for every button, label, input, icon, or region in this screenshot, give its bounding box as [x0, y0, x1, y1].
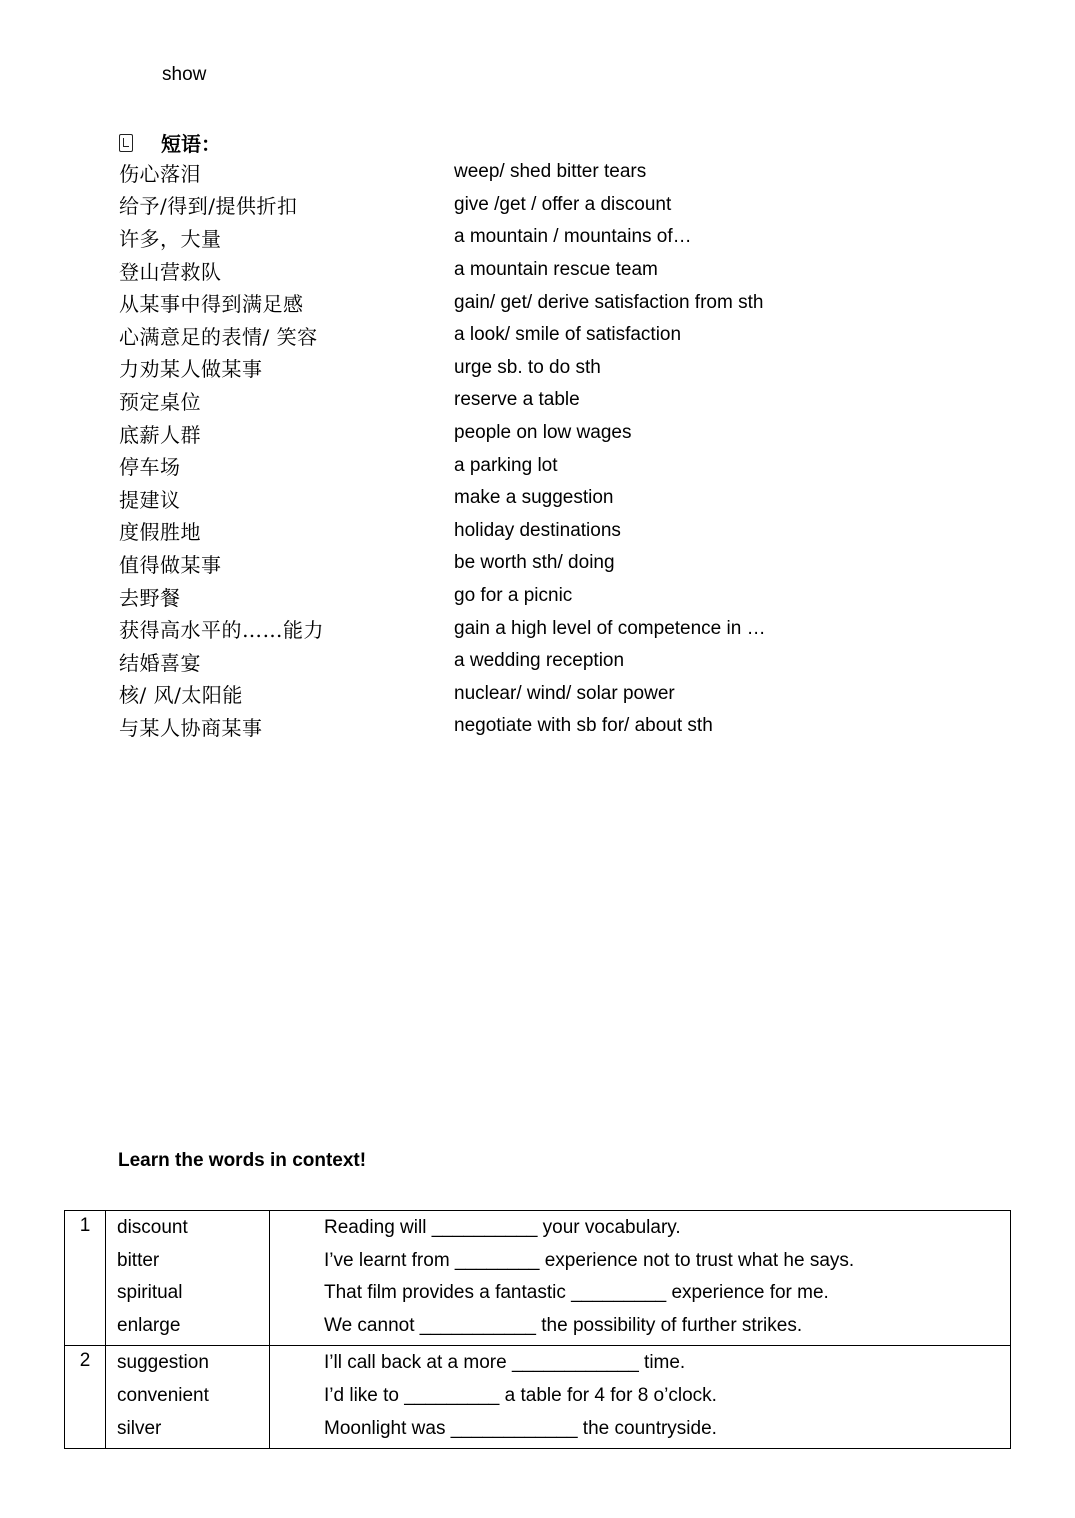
phrase-row — [119, 449, 879, 482]
phrase-row — [119, 547, 879, 580]
sentence: I’ll call back at a more ____________ time. — [324, 1352, 686, 1374]
word: enlarge — [117, 1314, 181, 1336]
phrase-english: nuclear/ wind/ solar power — [454, 682, 675, 704]
phrase-row — [119, 417, 879, 450]
table-row — [65, 1211, 1011, 1346]
phrase-row — [119, 710, 879, 743]
phrase-row — [119, 254, 879, 287]
phrase-row — [119, 189, 879, 222]
phrase-chinese: 给予/得到/提供折扣 — [119, 194, 298, 219]
phrase-row — [119, 678, 879, 711]
row-number: 2 — [65, 1346, 106, 1449]
phrase-english: a look/ smile of satisfaction — [454, 324, 682, 346]
phrase-row — [119, 580, 879, 613]
phrase-english: negotiate with sb for/ about sth — [454, 715, 713, 737]
phrase-english: a parking lot — [454, 454, 558, 476]
learn-heading: Learn the words in context! — [118, 1150, 367, 1171]
sentence-cell — [270, 1346, 1011, 1449]
phrases-heading-text: 短语： — [161, 132, 221, 156]
phrase-row — [119, 612, 879, 645]
phrase-chinese: 底薪人群 — [119, 422, 201, 447]
phrase-row — [119, 645, 879, 678]
word: spiritual — [117, 1282, 183, 1304]
phrases-heading — [119, 128, 221, 157]
phrase-english: weep/ shed bitter tears — [454, 161, 647, 183]
phrase-row — [119, 221, 879, 254]
phrase-row — [119, 286, 879, 319]
phrase-chinese: 核/ 风/太阳能 — [119, 683, 243, 708]
phrase-chinese: 从某事中得到满足感 — [119, 292, 304, 317]
word: bitter — [117, 1249, 160, 1271]
phrase-chinese: 预定桌位 — [119, 389, 201, 414]
phrase-row — [119, 319, 879, 352]
phrase-chinese: 登山营救队 — [119, 259, 222, 284]
top-word: show — [162, 64, 207, 85]
context-table — [64, 1210, 1011, 1449]
phrase-row — [119, 482, 879, 515]
phrase-english: give /get / offer a discount — [454, 193, 672, 215]
word: convenient — [117, 1384, 209, 1406]
sentence: I’d like to _________ a table for 4 for 8 o’clock. — [324, 1384, 717, 1406]
row-number: 1 — [65, 1211, 106, 1346]
checkbox-bullet-icon — [119, 134, 133, 152]
phrase-chinese: 提建议 — [119, 487, 181, 512]
sentence: I’ve learnt from ________ experience not to trust what he says. — [324, 1249, 855, 1271]
phrase-row — [119, 352, 879, 385]
phrase-english: make a suggestion — [454, 487, 614, 509]
phrase-chinese: 去野餐 — [119, 585, 181, 610]
phrase-english: reserve a table — [454, 389, 580, 411]
phrase-english: gain/ get/ derive satisfaction from sth — [454, 291, 764, 313]
phrase-english: a mountain / mountains of… — [454, 226, 692, 248]
phrase-row — [119, 384, 879, 417]
phrase-chinese: 度假胜地 — [119, 520, 201, 545]
phrase-row — [119, 156, 879, 189]
sentence: We cannot ___________ the possibility of further strikes. — [324, 1314, 803, 1336]
sentence-cell — [270, 1211, 1011, 1346]
phrase-english: go for a picnic — [454, 585, 573, 607]
phrase-english: a wedding reception — [454, 650, 625, 672]
table-row — [65, 1346, 1011, 1449]
phrase-chinese: 获得高水平的……能力 — [119, 618, 324, 643]
phrase-list — [119, 156, 879, 743]
word: discount — [117, 1217, 188, 1238]
sentence: That film provides a fantastic _________ experience for me. — [324, 1282, 829, 1304]
phrase-chinese: 值得做某事 — [119, 552, 222, 577]
word: suggestion — [117, 1352, 209, 1374]
phrase-chinese: 心满意足的表情/ 笑容 — [119, 324, 318, 349]
phrase-english: holiday destinations — [454, 519, 621, 541]
phrase-chinese: 与某人协商某事 — [119, 715, 263, 740]
word-cell — [106, 1346, 270, 1449]
sentence: Moonlight was ____________ the countryside. — [324, 1417, 717, 1439]
phrase-english: urge sb. to do sth — [454, 356, 601, 378]
phrase-chinese: 结婚喜宴 — [119, 650, 201, 675]
word-cell — [106, 1211, 270, 1346]
phrase-row — [119, 515, 879, 548]
phrase-chinese: 许多，大量 — [119, 226, 222, 251]
word: silver — [117, 1417, 162, 1439]
phrase-chinese: 伤心落泪 — [119, 161, 201, 186]
phrase-english: be worth sth/ doing — [454, 552, 615, 574]
phrase-chinese: 力劝某人做某事 — [119, 357, 263, 382]
sentence: Reading will __________ your vocabulary. — [324, 1217, 681, 1238]
phrase-english: people on low wages — [454, 422, 632, 444]
phrase-english: a mountain rescue team — [454, 259, 658, 281]
phrase-chinese: 停车场 — [119, 455, 181, 480]
phrase-english: gain a high level of competence in … — [454, 617, 766, 639]
